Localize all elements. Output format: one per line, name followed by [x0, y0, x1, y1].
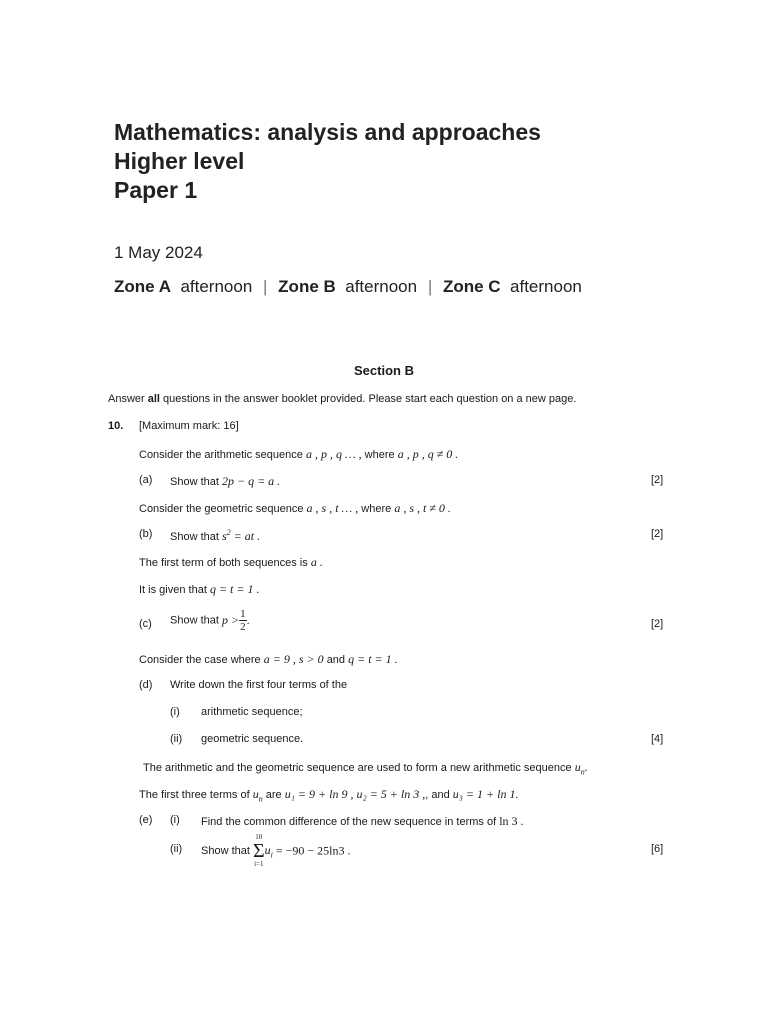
- exam-title: Mathematics: analysis and approaches: [114, 119, 541, 145]
- zone-a-label: Zone A: [114, 277, 171, 296]
- part-e-i-text: [201, 814, 524, 829]
- math-expr: q = t = 1 .: [209, 582, 260, 596]
- part-d-ii-label: (ii): [170, 733, 183, 745]
- text: are: [265, 789, 282, 801]
- section-instructions: [108, 393, 576, 405]
- text: The first term of both sequences is: [139, 557, 308, 569]
- fraction-denominator: 2: [240, 621, 246, 633]
- math-expr: a , p , q … ,: [305, 447, 362, 461]
- part-a-label: (a): [139, 474, 153, 486]
- instructions-bold: all: [147, 393, 160, 405]
- math-expr: u₂ = 5 + ln 3 ,: [356, 787, 426, 801]
- math-expr: [252, 787, 263, 804]
- sum-upper-limit: 10: [255, 833, 263, 841]
- text: Show that: [170, 476, 219, 488]
- max-mark: [Maximum mark: 16]: [139, 420, 239, 432]
- part-b-mark: [2]: [651, 528, 664, 540]
- part-e-i-label: (i): [170, 814, 180, 826]
- text: and: [326, 654, 346, 666]
- fraction-numerator: 1: [240, 608, 246, 620]
- math-expr: $u_n$.: [574, 760, 588, 777]
- fraction: [239, 608, 247, 633]
- text: where: [361, 503, 392, 515]
- math-sub: i: [270, 850, 273, 860]
- math-var: = at .: [230, 529, 261, 543]
- part-c-mark: [2]: [651, 618, 664, 630]
- math-expr: 2p − q = a .: [221, 474, 281, 488]
- zone-a-time: afternoon: [180, 277, 253, 296]
- part-d-label: (d): [139, 679, 153, 691]
- part-d-mark: [4]: [651, 733, 664, 745]
- part-e-mark: [6]: [651, 843, 664, 855]
- part-d-text: Write down the first four terms of the: [170, 679, 348, 691]
- text: Show that: [201, 845, 250, 857]
- arith-intro-line: [139, 447, 458, 462]
- math-var: u: [264, 842, 271, 857]
- math-expr: a , s , t ≠ 0 .: [394, 501, 451, 515]
- part-d-i-label: (i): [170, 706, 180, 718]
- exam-date: 1 May 2024: [114, 243, 203, 262]
- math-var: s: [221, 529, 227, 543]
- math-expr: a .: [310, 555, 323, 569]
- math-sup: 2: [226, 528, 231, 537]
- part-d-ii-text: geometric sequence.: [201, 733, 304, 745]
- text: Consider the case where: [139, 654, 261, 666]
- math-expr: u₁ = 9 + ln 9 ,: [284, 787, 354, 801]
- zone-c-label: Zone C: [442, 277, 501, 296]
- math-expr: q = t = 1 .: [348, 652, 398, 666]
- math-var: u: [252, 787, 259, 801]
- given-line: [139, 582, 259, 597]
- zone-b-label: Zone B: [278, 277, 336, 296]
- zone-b-time: afternoon: [345, 277, 418, 296]
- math-expr: = −90 − 25ln3 .: [272, 843, 351, 858]
- math-expr: [264, 842, 273, 860]
- text: Show that: [170, 614, 219, 627]
- summation: [253, 833, 265, 869]
- text: where: [364, 449, 395, 461]
- math-expr: a , s , t … ,: [306, 501, 359, 515]
- math-sub: n: [258, 794, 263, 804]
- part-c-label: (c): [139, 618, 152, 630]
- instructions-text: Answer: [108, 393, 148, 405]
- new-sequence-line: [143, 760, 588, 776]
- exam-level: Higher level: [114, 148, 245, 174]
- zone-separator: |: [427, 277, 433, 296]
- section-title: Section B: [354, 363, 414, 378]
- part-d-i-text: arithmetic sequence;: [201, 706, 303, 718]
- zone-times: [114, 277, 582, 297]
- math-expr: ln 3 .: [499, 814, 524, 828]
- math-expr: a = 9 , s > 0: [263, 652, 324, 666]
- text: The first three terms of: [139, 789, 250, 801]
- zone-separator: |: [263, 277, 268, 296]
- part-e-ii-text: [201, 833, 351, 869]
- math-var: u: [574, 760, 581, 774]
- exam-paper: Paper 1: [114, 177, 198, 203]
- sum-symbol: Σ: [252, 840, 265, 862]
- text: The arithmetic and the geometric sequence are used to form a new arithmetic sequence: [143, 762, 572, 774]
- instructions-text: questions in the answer booklet provided. Please start each question on a new page.: [159, 393, 577, 405]
- math-expr: a , p , q ≠ 0 .: [397, 447, 459, 461]
- first-three-terms-line: [139, 787, 518, 803]
- question-number: 10.: [108, 420, 124, 432]
- part-e-ii-label: (ii): [170, 843, 183, 855]
- first-term-line: [139, 555, 323, 570]
- part-e-label: (e): [139, 814, 153, 826]
- math-sub: n: [580, 767, 585, 777]
- part-a-text: [170, 474, 280, 489]
- part-c-text: Show that p > $\frac{1}{2}$ .: [170, 608, 250, 633]
- math-expr: [222, 529, 260, 543]
- sum-lower-limit: i=1: [254, 860, 264, 868]
- text: Consider the geometric sequence: [139, 503, 304, 515]
- text: It is given that: [139, 584, 207, 596]
- part-a-mark: [2]: [651, 474, 664, 486]
- geo-intro-line: [139, 501, 451, 516]
- text: , and: [425, 789, 450, 801]
- case-line: [139, 652, 398, 667]
- part-b-text: [170, 528, 260, 544]
- math-expr: u₃ = 1 + ln 1.: [452, 787, 519, 801]
- math-expr: p >: [221, 613, 240, 627]
- part-b-label: (b): [139, 528, 153, 540]
- text: Show that: [170, 531, 219, 543]
- text: Consider the arithmetic sequence: [139, 449, 303, 461]
- text: Find the common difference of the new sequence in terms of: [201, 816, 497, 828]
- zone-c-time: afternoon: [510, 277, 582, 296]
